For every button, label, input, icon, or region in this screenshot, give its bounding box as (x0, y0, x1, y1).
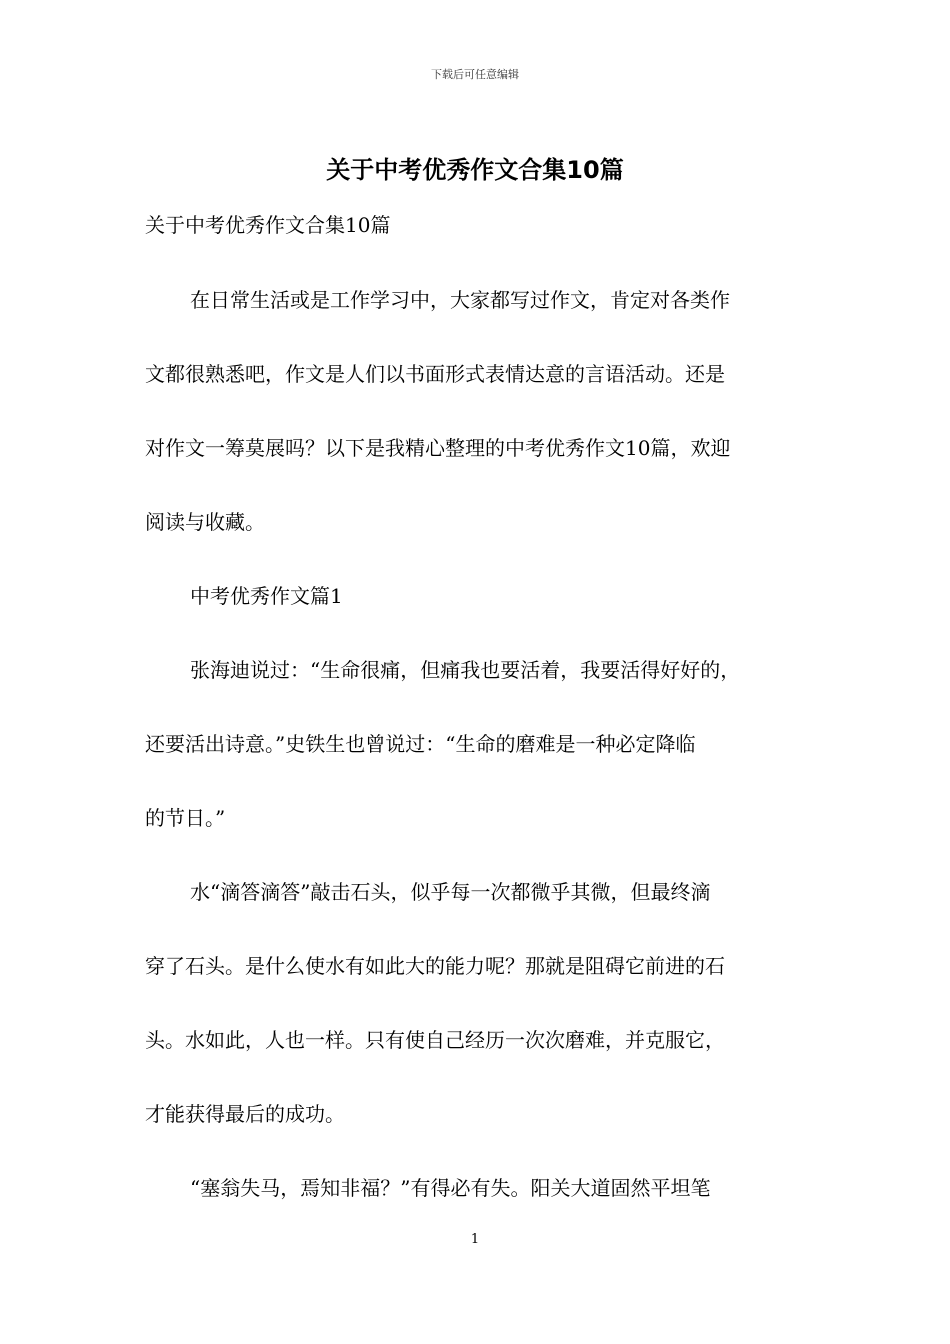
body-line: 才能获得最后的成功。 (145, 1102, 345, 1126)
body-line: 水“滴答滴答”敲击石头，似乎每一次都微乎其微，但最终滴 (190, 880, 711, 904)
body-line: 在日常生活或是工作学习中，大家都写过作文，肯定对各类作 (190, 288, 730, 312)
document-subtitle: 关于中考优秀作文合集10篇 (145, 213, 391, 237)
body-line: 还要活出诗意。”史铁生也曾说过：“生命的磨难是一种必定降临 (145, 732, 696, 756)
page-number: 1 (470, 1232, 480, 1247)
body-line: 张海迪说过：“生命很痛，但痛我也要活着，我要活得好好的， (190, 658, 741, 682)
body-line: 头。水如此，人也一样。只有使自己经历一次次磨难，并克服它， (145, 1028, 725, 1052)
body-line: 对作文一筹莫展吗？以下是我精心整理的中考优秀作文10篇，欢迎 (145, 436, 731, 460)
body-line: 穿了石头。是什么使水有如此大的能力呢？那就是阻碍它前进的石 (145, 954, 725, 978)
body-line: 的节日。” (145, 806, 226, 830)
document-title: 关于中考优秀作文合集10篇 (326, 156, 624, 184)
section-heading: 中考优秀作文篇1 (190, 584, 343, 608)
header-note: 下载后可任意编辑 (431, 68, 519, 81)
body-line: “塞翁失马，焉知非福？”有得必有失。阳关大道固然平坦笔 (190, 1176, 711, 1200)
body-line: 阅读与收藏。 (145, 510, 265, 534)
body-line: 文都很熟悉吧，作文是人们以书面形式表情达意的言语活动。还是 (145, 362, 725, 386)
